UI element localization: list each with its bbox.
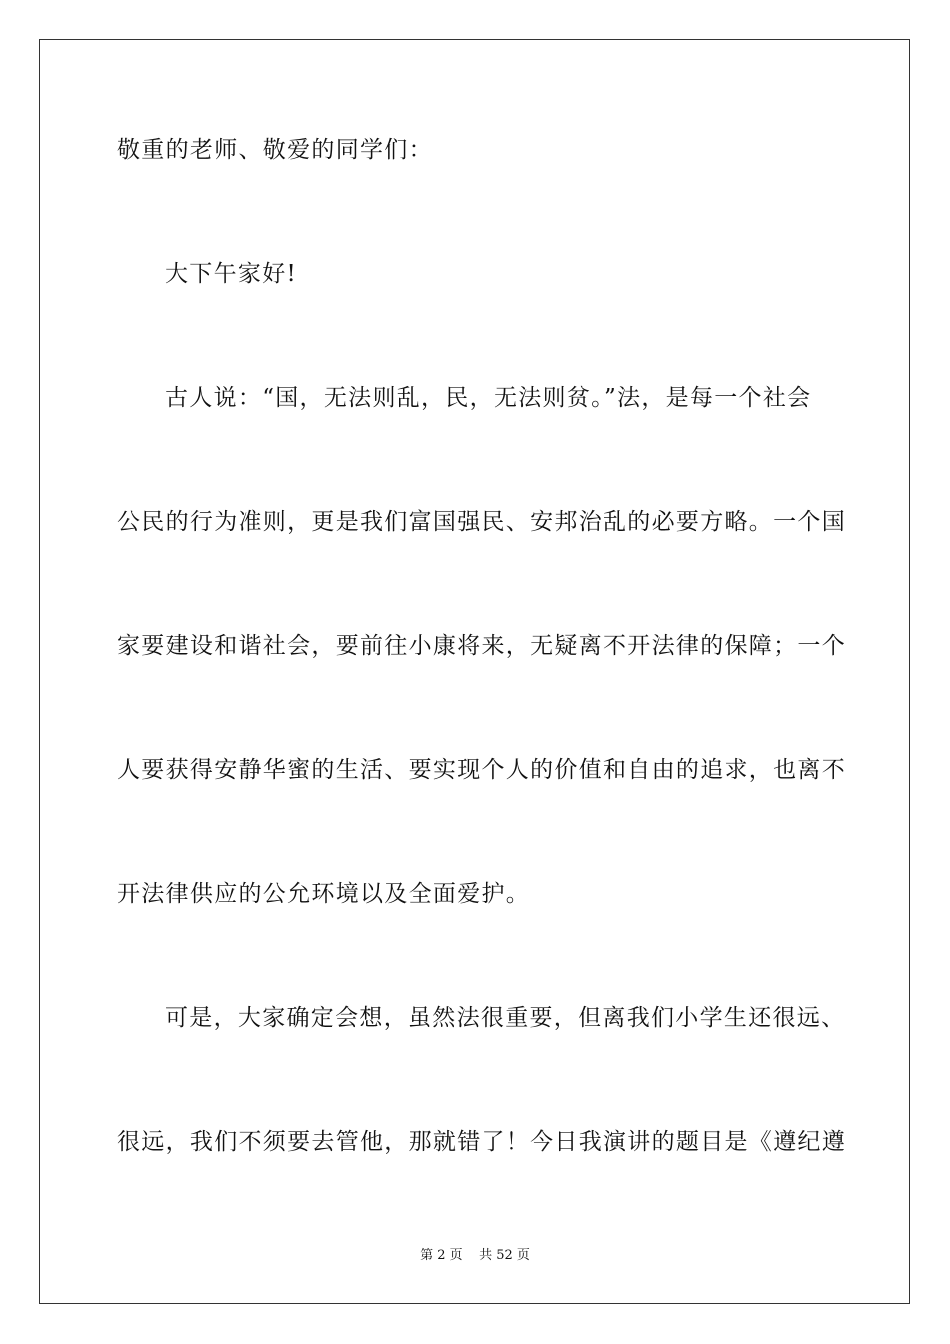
paragraph-line: 家要建设和谐社会，要前往小康将来，无疑离不开法律的保障；一个	[117, 633, 846, 659]
paragraph-line: 古人说：“国，无法则乱，民，无法则贫。”法，是每一个社会	[165, 385, 812, 411]
paragraph-line: 可是，大家确定会想，虽然法很重要，但离我们小学生还很远、	[165, 1005, 846, 1031]
paragraph-line: 开法律供应的公允环境以及全面爱护。	[117, 881, 531, 907]
page-border	[39, 39, 910, 1304]
salutation-line: 敬重的老师、敬爱的同学们：	[117, 137, 433, 163]
greeting-line: 大下午家好!	[165, 261, 298, 287]
paragraph-line: 人要获得安静华蜜的生活、要实现个人的价值和自由的追求，也离不	[117, 757, 846, 783]
paragraph-line: 很远，我们不须要去管他，那就错了！今日我演讲的题目是《遵纪遵	[117, 1129, 846, 1155]
paragraph-line: 公民的行为准则，更是我们富国强民、安邦治乱的必要方略。一个国	[117, 509, 846, 535]
page-number-footer: 第 2 页 共 52 页	[420, 1248, 530, 1263]
